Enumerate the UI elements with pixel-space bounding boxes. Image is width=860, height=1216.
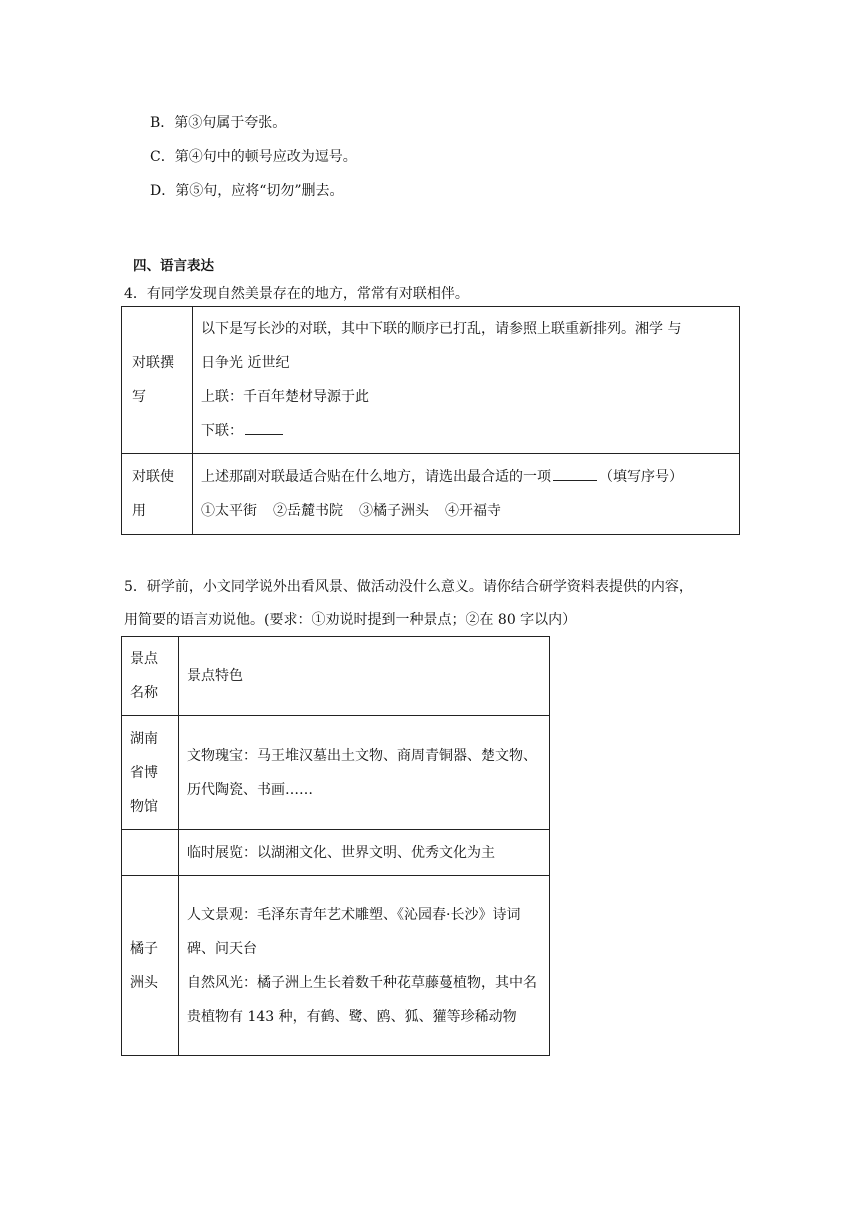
row-label-compose: 对联撰写 [122,307,193,454]
compose-content: 以下是写长沙的对联，其中下联的顺序已打乱，请参照上联重新排列。湘学 与 日争光 近世纪 上联：千百年楚材导源于此 下联： [193,307,740,454]
option-c: C．第④句中的顿号应改为逗号。 [150,149,357,165]
option-d: D．第⑤句，应将“切勿”删去。 [150,183,344,199]
table-row: 橘子洲头 人文景观：毛泽东青年艺术雕塑、《沁园春·长沙》诗词碑、问天台 自然风光：橘子洲上生长着数千种花草藤蔓植物，其中名贵植物有 143 种，有鹤、鹭、鸥、狐、獾等珍稀动物 [122,876,550,1056]
q5-prompt-line2: 用简要的语言劝说他。(要求：①劝说时提到一种景点；②在 80 字以内） [124,612,577,628]
table-row: 临时展览：以湖湘文化、世界文明、优秀文化为主 [122,830,550,876]
row-label-use: 对联使用 [122,454,193,535]
study-table [121,636,550,1056]
q4-prompt: 4．有同学发现自然美景存在的地方，常常有对联相伴。 [124,286,469,302]
option-b: B．第③句属于夸张。 [150,115,287,131]
header-feature: 景点特色 [179,637,550,716]
table-row: 景点名称 景点特色 [122,637,550,716]
answer-blank[interactable] [245,420,283,435]
couplet-table [121,306,740,535]
table-row [122,307,740,454]
answer-blank[interactable] [553,466,597,481]
use-content: 上述那副对联最适合贴在什么地方，请选出最合适的一项 （填写序号） ①太平街 ②岳麓书院 ③橘子洲头 ④开福寺 [193,454,740,535]
q5-prompt-line1: 5．研学前，小文同学说外出看风景、做活动没什么意义。请你结合研学资料表提供的内容， [124,579,693,595]
table-row [122,454,740,535]
section-heading: 四、语言表达 [133,258,214,274]
table-row: 湖南省博物馆 文物瑰宝：马王堆汉墓出土文物、商周青铜器、楚文物、历代陶瓷、书画…… [122,716,550,830]
